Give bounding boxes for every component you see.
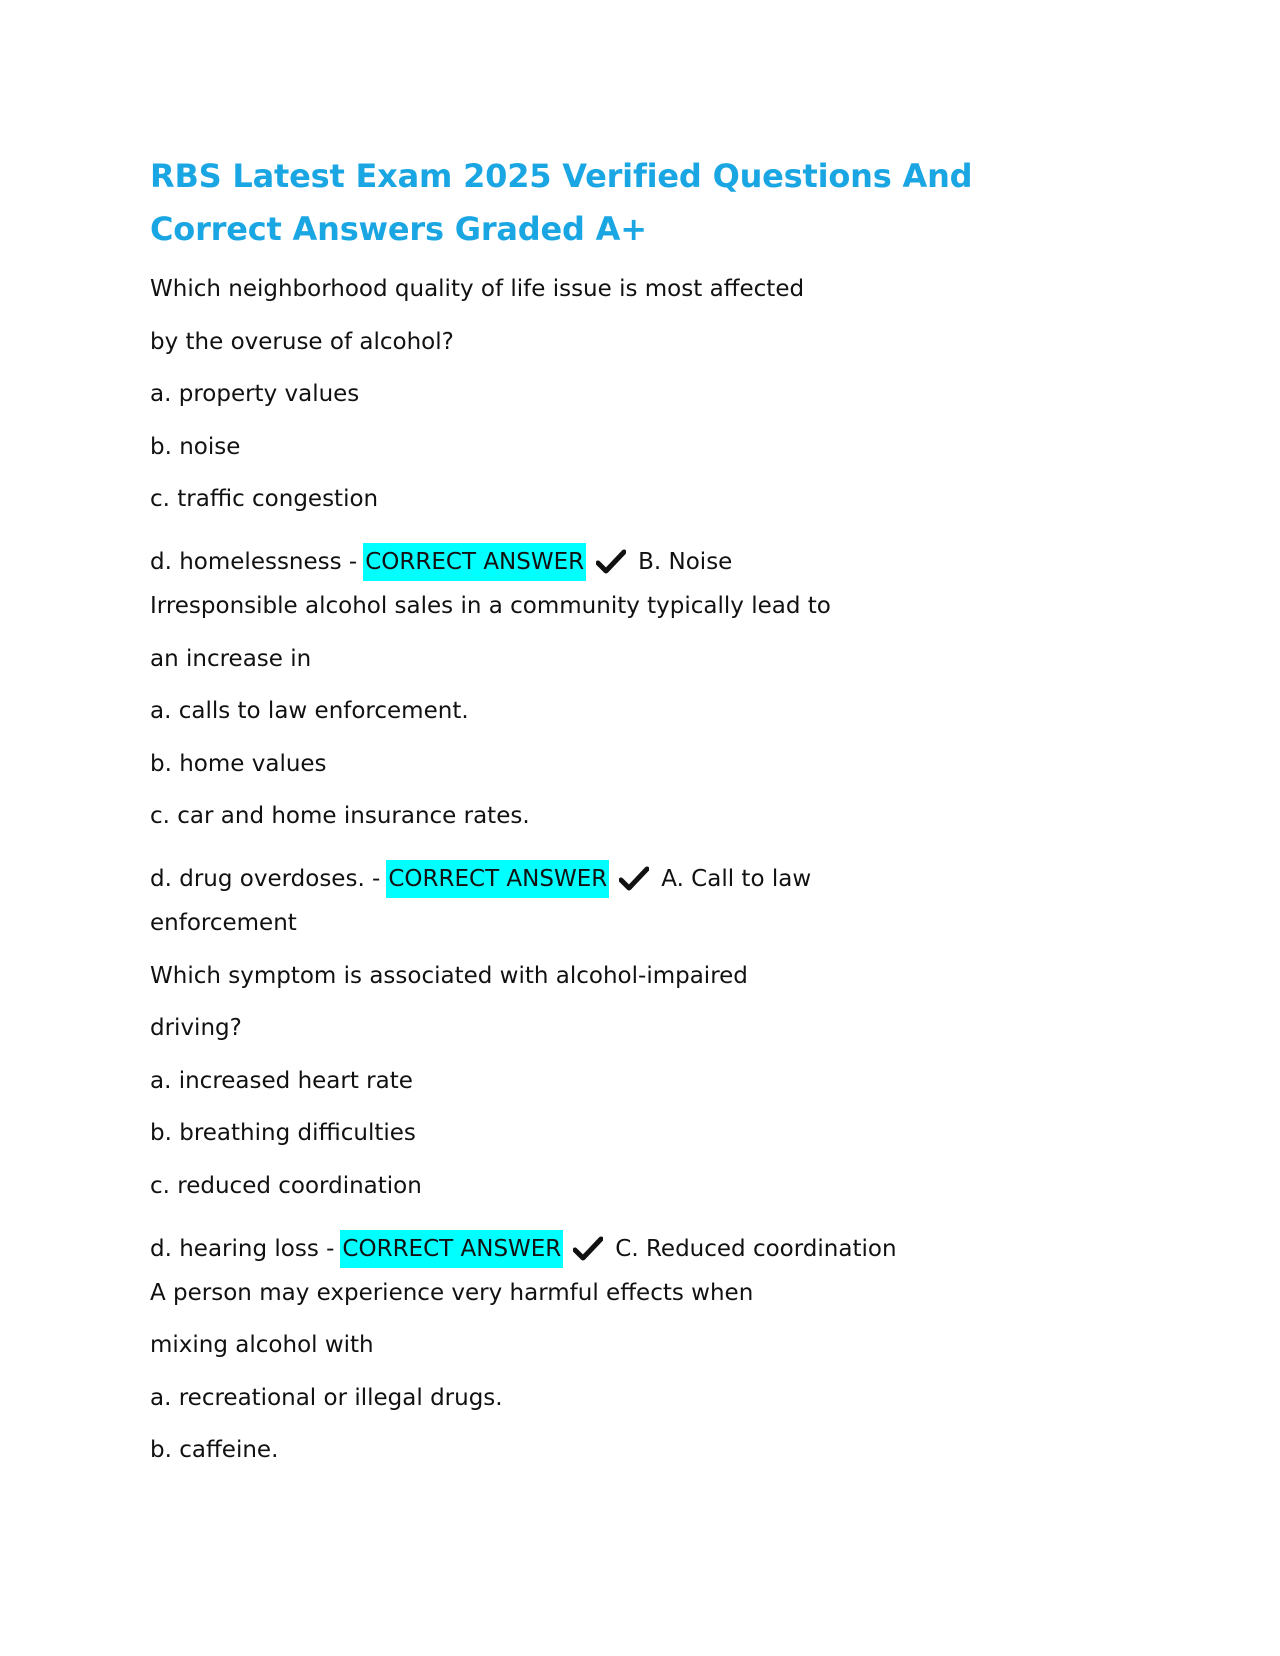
document-title: RBS Latest Exam 2025 Verified Questions And Correct Answers Graded A+: [150, 157, 973, 248]
correct-answer-text: C. Reduced coordination: [615, 1235, 897, 1262]
text-line: a. calls to law enforcement.: [150, 698, 469, 725]
correct-answer-highlight: CORRECT ANSWER: [386, 860, 609, 898]
text-line: a. increased heart rate: [150, 1067, 413, 1094]
correct-answer-text: A. Call to law: [661, 865, 812, 892]
text-line: b. home values: [150, 750, 327, 777]
correct-answer-highlight: CORRECT ANSWER: [363, 543, 586, 581]
answer-line: [150, 1221, 1150, 1275]
document-body: [150, 271, 1150, 1485]
text-line: an increase in: [150, 645, 312, 672]
answer-option-text: d. homelessness -: [150, 548, 358, 575]
check-icon: [596, 549, 626, 575]
text-line: driving?: [150, 1015, 242, 1042]
correct-answer-highlight: CORRECT ANSWER: [340, 1230, 563, 1268]
text-line: mixing alcohol with: [150, 1332, 374, 1359]
text-line: c. traffic congestion: [150, 486, 379, 513]
text-line: by the overuse of alcohol?: [150, 328, 454, 355]
answer-line: [150, 851, 1150, 905]
text-line: a. property values: [150, 381, 360, 408]
text-line: Irresponsible alcohol sales in a community typically lead to: [150, 592, 831, 619]
text-line: c. reduced coordination: [150, 1172, 422, 1199]
answer-option-text: d. hearing loss -: [150, 1235, 335, 1262]
text-line: Which symptom is associated with alcohol-impaired: [150, 962, 748, 989]
answer-line: [150, 534, 1150, 588]
text-line: b. noise: [150, 433, 241, 460]
text-line: b. caffeine.: [150, 1437, 279, 1464]
text-line: enforcement: [150, 909, 297, 936]
check-icon: [619, 866, 649, 892]
text-line: A person may experience very harmful effects when: [150, 1279, 754, 1306]
check-icon: [573, 1236, 603, 1262]
text-line: c. car and home insurance rates.: [150, 803, 530, 830]
correct-answer-text: B. Noise: [638, 548, 733, 575]
answer-option-text: d. drug overdoses. -: [150, 865, 381, 892]
text-line: Which neighborhood quality of life issue is most affected: [150, 276, 805, 302]
text-line: b. breathing difficulties: [150, 1120, 416, 1147]
text-line: a. recreational or illegal drugs.: [150, 1384, 503, 1411]
